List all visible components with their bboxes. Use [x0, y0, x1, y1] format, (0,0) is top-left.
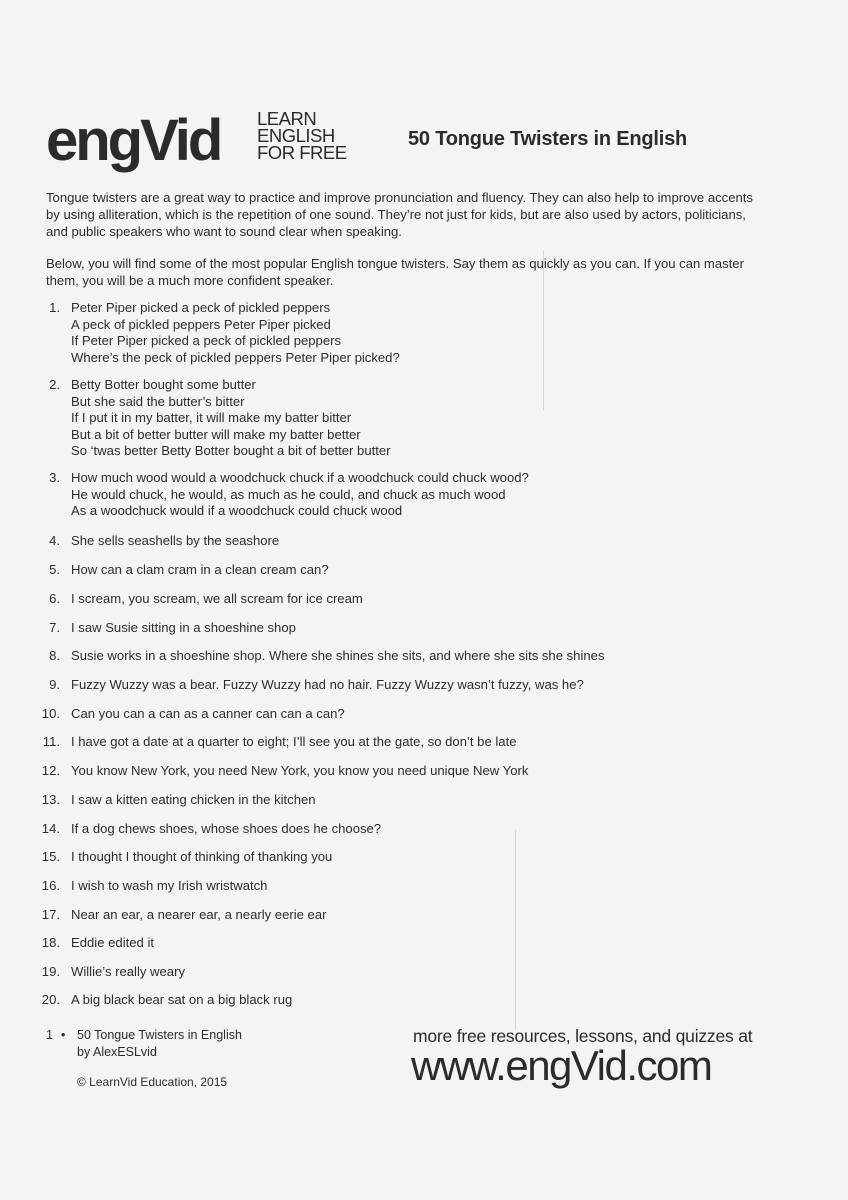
twister-line: You know New York, you need New York, you know you need unique New York — [71, 763, 529, 778]
twister-line: I saw a kitten eating chicken in the kitchen — [71, 792, 316, 807]
list-item-text — [71, 591, 363, 608]
engvid-logo — [46, 110, 366, 172]
list-item-number: 7. — [49, 620, 60, 635]
footer-doc-title: 50 Tongue Twisters in English — [77, 1028, 242, 1042]
list-item-text — [71, 533, 279, 550]
list-item-number: 8. — [49, 648, 60, 663]
footer-tagline: more free resources, lessons, and quizzes at — [413, 1026, 753, 1046]
logo-tagline-line: ENGLISH — [257, 125, 335, 146]
twister-line: I scream, you scream, we all scream for ice cream — [71, 591, 363, 606]
twister-line: A big black bear sat on a big black rug — [71, 992, 293, 1007]
twister-line: Peter Piper picked a peck of pickled peppers — [71, 300, 331, 315]
intro-paragraph: Below, you will find some of the most popular English tongue twisters. Say them as quickly as you can. If you can master them, you will be a much more confident speaker. — [46, 256, 744, 288]
list-item-number: 13. — [41, 792, 60, 807]
list-item-number: 3. — [49, 470, 60, 485]
logo-wordmark: engVid — [46, 108, 221, 173]
logo-tagline-line: FOR FREE — [257, 142, 347, 163]
twister-line: Susie works in a shoeshine shop. Where she shines she sits, and where she sits she shines — [71, 648, 605, 663]
website-url[interactable]: www.engVid.com — [411, 1042, 712, 1089]
list-item-number: 11. — [42, 734, 60, 749]
list-item-text — [71, 935, 154, 952]
list-item-number: 9. — [49, 677, 60, 692]
list-item-text — [71, 964, 185, 981]
list-item-number: 16. — [41, 878, 60, 893]
twister-line: But a bit of better butter will make my batter better — [71, 426, 361, 442]
list-item-text — [71, 763, 528, 780]
twister-line: I wish to wash my Irish wristwatch — [71, 878, 268, 893]
list-item-number: 4. — [49, 533, 60, 548]
twister-line: If Peter Piper picked a peck of pickled peppers — [71, 333, 342, 348]
twister-line: Can you can a can as a canner can can a can? — [71, 706, 345, 721]
list-item-number: 6. — [49, 591, 60, 606]
list-item-number: 1. — [49, 300, 60, 315]
list-item-number: 14. — [41, 821, 60, 836]
list-item-text — [71, 620, 296, 637]
list-item-number: 2. — [49, 377, 60, 392]
list-item-number: 20. — [41, 992, 60, 1007]
twister-line: Fuzzy Wuzzy was a bear. Fuzzy Wuzzy had no hair. Fuzzy Wuzzy wasn’t fuzzy, was he? — [71, 677, 584, 692]
twister-line: Betty Botter bought some butter — [71, 377, 256, 392]
twister-line: She sells seashells by the seashore — [71, 533, 280, 548]
twister-line: A peck of pickled peppers Peter Piper picked — [71, 316, 331, 332]
list-item-text — [71, 907, 326, 924]
list-item-text — [71, 878, 267, 895]
list-item-text — [71, 300, 400, 366]
twister-line: But she said the butter’s bitter — [71, 393, 245, 409]
list-item-text — [71, 377, 391, 460]
list-item-number: 18. — [41, 935, 60, 950]
page-number: 1 — [46, 1028, 53, 1042]
list-item-number: 17. — [41, 907, 60, 922]
twister-line: Eddie edited it — [71, 935, 154, 950]
list-item-text — [71, 821, 381, 838]
twister-line: Where’s the peck of pickled peppers Peter Piper picked? — [71, 349, 400, 365]
twister-line: As a woodchuck would if a woodchuck could chuck wood — [71, 503, 403, 518]
logo-tagline — [257, 110, 347, 161]
list-item-text — [71, 734, 517, 751]
intro-paragraph: Tongue twisters are a great way to practice and improve pronunciation and fluency. They can also help to improve accents by using alliteration, which is the repetition of one sound. They’re not just for kids, but are also used by actors, politicians, and public speakers who want to sound clear when speaking. — [46, 190, 753, 239]
twister-line: How can a clam cram in a clean cream can? — [71, 562, 329, 577]
twister-line: Willie’s really weary — [71, 964, 185, 979]
twister-line: I saw Susie sitting in a shoeshine shop — [71, 620, 296, 635]
list-item-number: 5. — [49, 562, 60, 577]
list-item-text — [71, 562, 329, 579]
twister-line: So ‘twas better Betty Botter bought a bit of better butter — [71, 443, 391, 458]
page-title: 50 Tongue Twisters in English — [408, 128, 688, 150]
scan-fold-line — [543, 250, 544, 410]
twister-line: How much wood would a woodchuck chuck if a woodchuck could chuck wood? — [71, 470, 529, 485]
bullet-separator: • — [61, 1028, 66, 1042]
scan-fold-line — [515, 830, 516, 1030]
list-item-number: 15. — [41, 849, 60, 864]
twister-line: If I put it in my batter, it will make my batter bitter — [71, 410, 352, 425]
list-item-number: 19. — [41, 964, 60, 979]
twister-line: Near an ear, a nearer ear, a nearly eerie ear — [71, 907, 327, 922]
logo-tagline-line: LEARN — [257, 108, 317, 129]
copyright-notice: © LearnVid Education, 2015 — [77, 1075, 228, 1089]
list-item-text — [71, 677, 584, 694]
twister-line: If a dog chews shoes, whose shoes does he choose? — [71, 821, 382, 836]
list-item-text — [71, 792, 316, 809]
twister-line: I have got a date at a quarter to eight; I’ll see you at the gate, so don’t be late — [71, 734, 517, 749]
twister-line: He would chuck, he would, as much as he could, and chuck as much wood — [71, 486, 506, 502]
list-item-text — [71, 470, 529, 520]
footer-author: by AlexESLvid — [77, 1045, 157, 1059]
twister-line: I thought I thought of thinking of thanking you — [71, 849, 333, 864]
list-item-number: 12. — [41, 763, 60, 778]
list-item-text — [71, 706, 345, 723]
list-item-number: 10. — [41, 706, 60, 721]
list-item-text — [71, 648, 605, 665]
list-item-text — [71, 849, 332, 866]
list-item-text — [71, 992, 292, 1009]
